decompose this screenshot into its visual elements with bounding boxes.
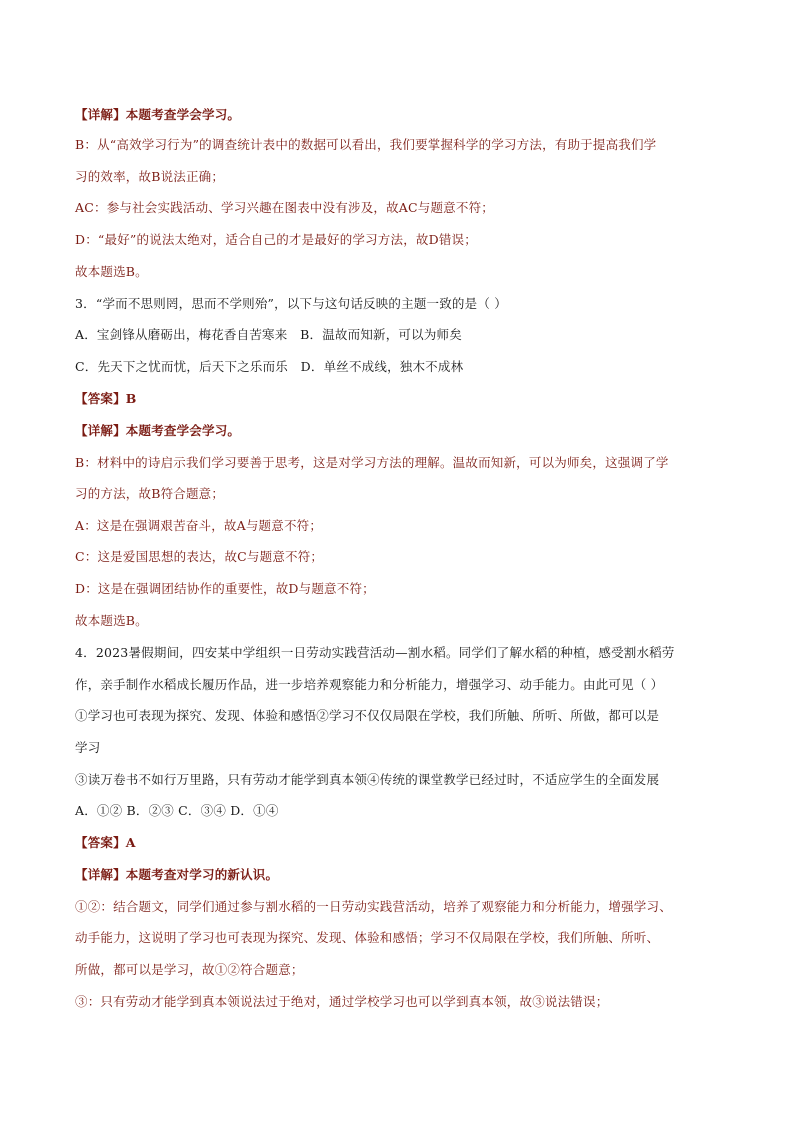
- conclusion-q2: 故本题选B。: [75, 264, 148, 279]
- detail-text-q3-b: B：材料中的诗启示我们学习要善于思考，这是对学习方法的理解。温故而知新，可以为师矣，这强调了学: [75, 455, 669, 470]
- detail-text-q3-c: C：这是爱国思想的表达，故C与题意不符；: [75, 549, 324, 564]
- answer-q3: 【答案】B: [75, 391, 137, 406]
- detail-heading-q2: 【详解】本题考查学会学习。: [75, 107, 241, 122]
- detail-text-ac: AC：参与社会实践活动、学习兴趣在图表中没有涉及，故AC与题意不符；: [75, 200, 494, 215]
- detail-text-b: B：从“高效学习行为”的调查统计表中的数据可以看出，我们要掌握科学的学习方法，有助于提高我们学: [75, 137, 657, 152]
- question-3-options-ab: A．宝剑锋从磨砺出，梅花香自苦寒来 B．温故而知新，可以为师矣: [75, 327, 462, 342]
- conclusion-q3: 故本题选B。: [75, 613, 148, 628]
- detail-text-q4-3: ③：只有劳动才能学到真本领说法过于绝对，通过学校学习也可以学到真本领，故③说法错误；: [75, 994, 609, 1009]
- detail-heading-q4: 【详解】本题考查对学习的新认识。: [75, 867, 279, 882]
- question-4-options: A．①② B．②③ C．③④ D．①④: [75, 803, 279, 818]
- question-4-statements-34: ③读万卷书不如行万里路，只有劳动才能学到真本领④传统的课堂教学已经过时，不适应学生的全面发展: [75, 772, 660, 787]
- detail-text-d: D：“最好”的说法太绝对，适合自己的才是最好的学习方法，故D错误；: [75, 232, 477, 247]
- detail-heading-q3: 【详解】本题考查学会学习。: [75, 423, 241, 438]
- question-4-statements-12: ①学习也可表现为探究、发现、体验和感悟②学习不仅仅局限在学校，我们所触、所听、所做，都可以是: [75, 708, 660, 723]
- question-4-stem-cont: 作，亲手制作水稻成长履历作品，进一步培养观察能力和分析能力，增强学习、动手能力。由此可见（ ）: [75, 677, 664, 692]
- question-4-stem: 4．2023暑假期间，四安某中学组织一日劳动实践营活动—割水稻。同学们了解水稻的种植，感受割水稻劳: [75, 645, 675, 660]
- answer-q4: 【答案】A: [75, 835, 136, 850]
- question-3-stem: 3．“学而不思则罔，思而不学则殆”，以下与这句话反映的主题一致的是（ ）: [75, 296, 507, 311]
- detail-text-q4-12-end: 所做，都可以是学习，故①②符合题意；: [75, 962, 304, 977]
- question-4-statements-12-cont: 学习: [75, 740, 101, 755]
- question-3-options-cd: C．先天下之忧而忧，后天下之乐而乐 D．单丝不成线，独木不成林: [75, 359, 464, 374]
- detail-text-b-cont: 习的效率，故B说法正确；: [75, 169, 225, 184]
- detail-text-q3-a: A：这是在强调艰苦奋斗，故A与题意不符；: [75, 518, 323, 533]
- detail-text-q4-12-cont: 动手能力，这说明了学习也可表现为探究、发现、体验和感悟；学习不仅局限在学校，我们所触、所听、: [75, 930, 660, 945]
- detail-text-q3-b-cont: 习的方法，故B符合题意；: [75, 486, 225, 501]
- detail-text-q3-d: D：这是在强调团结协作的重要性，故D与题意不符；: [75, 581, 375, 596]
- detail-text-q4-12: ①②：结合题文，同学们通过参与割水稻的一日劳动实践营活动，培养了观察能力和分析能力，增强学习、: [75, 899, 672, 914]
